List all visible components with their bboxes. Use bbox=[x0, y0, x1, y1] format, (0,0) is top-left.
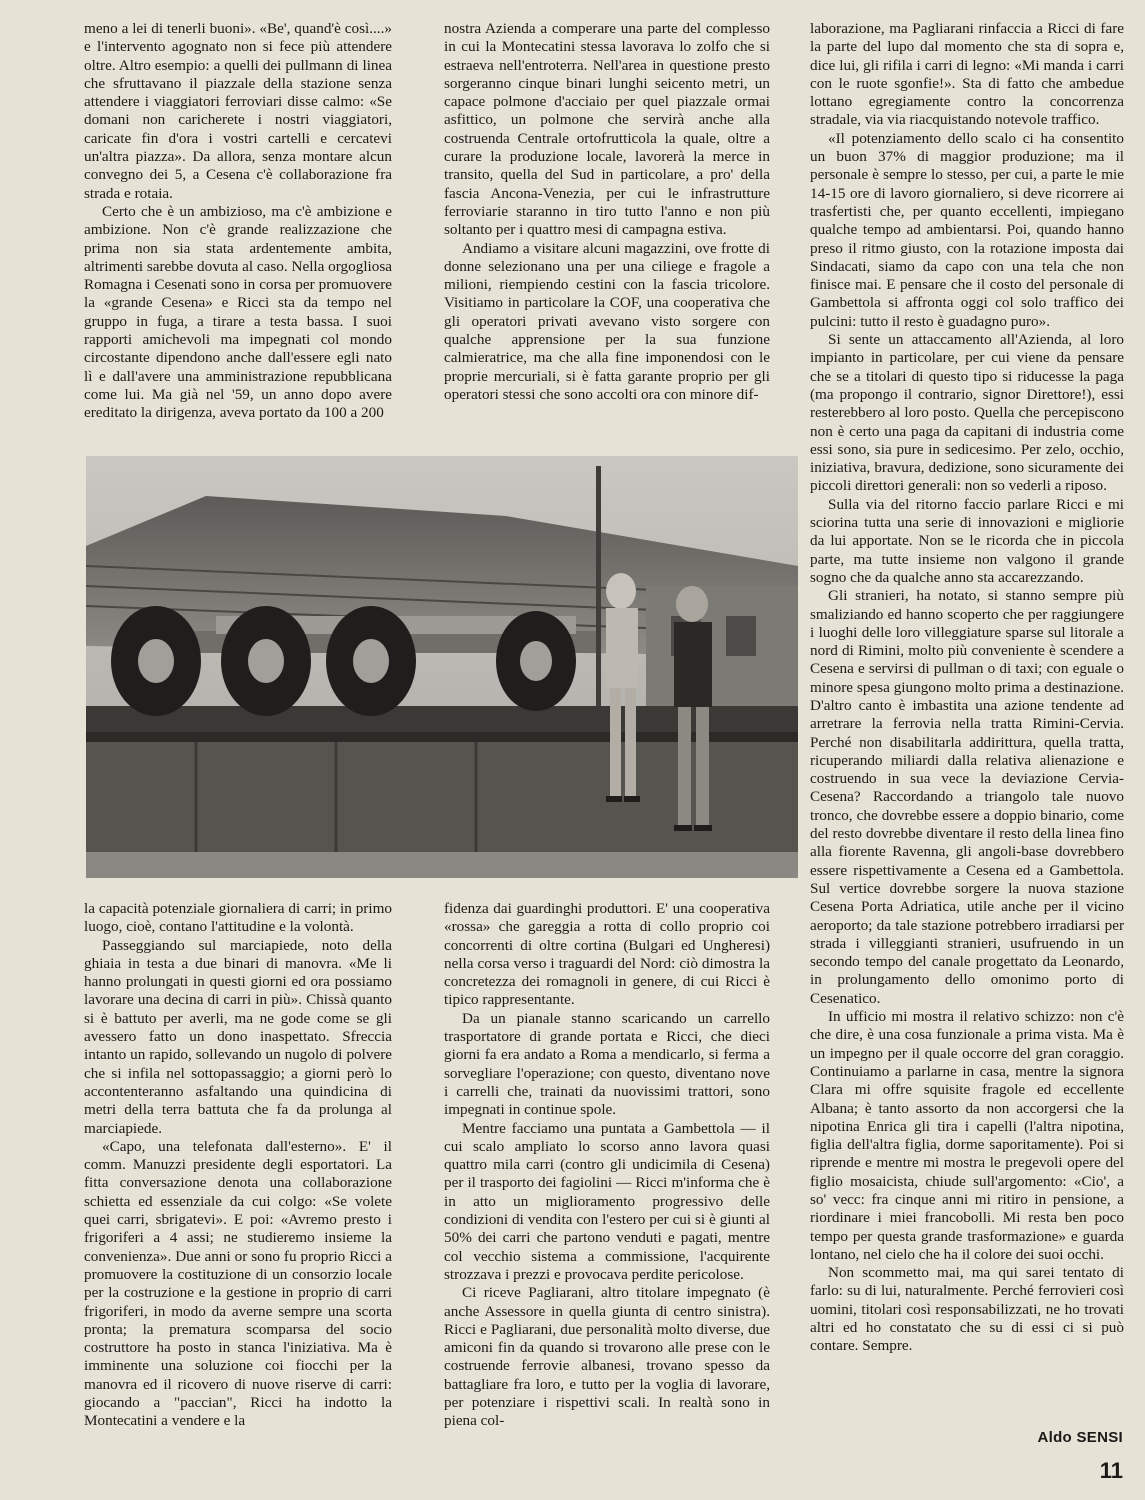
paragraph: Ci riceve Pagliarani, altro titolare impegnato (è anche Assessore in quella giunta di centro sinistra). Ricci e Pagliarani, due personalità molto diverse, due amiconi fin da quando si trovarono alle prese con le costruende ferrovie albanesi, trovano spesso da battagliare fra loro, e tutto per la voglia di lavorare, per potenziare i rispettivi scali. In realtà sono in piena col- bbox=[444, 1284, 770, 1430]
text-column-2 bbox=[444, 20, 770, 430]
text-column-5 bbox=[444, 900, 770, 1460]
paragraph: Passeggiando sul marciapiede, noto della ghiaia in testa a due binari di manovra. «Me li hanno prolungati in questi giorni ed ora possiamo lavorare una decina di carri in più». Chissà quanto si è battuto per averli, ma ne gode come se gli avessero fatto un dono inaspettato. Sfreccia intanto un rapido, sollevando un nugolo di polvere che si infila nel sottopassaggio; a giorni però lo accontenteranno asfaltando una quindicina di metri della terra battuta che fa da prolunga al marciapiede. bbox=[84, 936, 392, 1137]
text-column-1 bbox=[84, 20, 392, 430]
paragraph: «Capo, una telefonata dall'esterno». E' il comm. Manuzzi presidente degli esportatori. La fitta conversazione denota una collaborazione schietta ed essenziale da cui colgo: «Se volete quei carri, sbrigatevi». E poi: «Avremo presto i frigoriferi a 4 assi; ne studieremo insieme la convenienza». Due anni or sono fu proprio Ricci a promuovere la costituzione di un consorzio locale per la costruzione e la gestione in proprio di carri frigoriferi, in modo da averne sempre una scorta pronta; la prematura scomparsa del socio costruttore ha posto in stanca l'iniziativa. Ma è imminente una soluzione coi fiocchi per la manovra ed il ricovero di nuove riserve di carri: giocando a "paccian", Ricci ha indotto la Montecatini a vendere e la bbox=[84, 1137, 392, 1430]
paragraph: Andiamo a visitare alcuni magazzini, ove frotte di donne selezionano una per una ciliege e fragole a milioni, riempiendo cestini con la fascia tricolore. Visitiamo in particolare la COF, una cooperativa che gli operatori privati avevano visto sorgere con qualche apprensione per la sua funzione calmieratrice, ma che alla fine imponendosi con le proprie mercuriali, si è fatta garante proprio per gli operatori stessi che sono accolti ora con minore dif- bbox=[444, 239, 770, 403]
text-column-3 bbox=[810, 20, 1124, 1420]
paragraph: la capacità potenziale giornaliera di carri; in primo luogo, cioè, contano l'attitudine e la volontà. bbox=[84, 900, 392, 936]
photograph bbox=[86, 456, 798, 878]
paragraph: In ufficio mi mostra il relativo schizzo: non c'è che dire, è una cosa funzionale a prima vista. Ma è un impegno per il quale occorre del gran coraggio. Continuiamo a parlarne in casa, mentre la signora Clara mi offre squisite fragole ed eccellente Albana; è tanto assorto da non accorgersi che la nipotina Enrica gli tira i capelli (l'altra nipotina, figlia dell'altra figlia, dorme saporitamente). Poi si riprende e mentre mi mostra le pregevoli opere del figlio mosaicista, chiude sull'argomento: «Cio', a so' vecc: fra cinque anni mi ritiro in pensione, a riordinare i miei francobolli. Mi resta ben poco tempo per questa grande trasformazione» e guarda lontano, nel cielo che ha il colore dei suoi occhi. bbox=[810, 1008, 1124, 1263]
paragraph: Non scommetto mai, ma qui sarei tentato di farlo: su di lui, naturalmente. Perché ferrovieri così uomini, titolari così responsabilizzati, ne ho trovati altri ed ho constatato che su di essi ci si può contare. Sempre. bbox=[810, 1264, 1124, 1355]
paragraph: Certo che è un ambizioso, ma c'è ambizione e ambizione. Non c'è grande realizzazione che prima non sia stata ardentemente ambita, altrimenti sarebbe dovuta al caso. Nella orgogliosa Romagna i Cesenati sono in corsa per promuovere la «grande Cesena» e Ricci sta da tempo nel gruppo in fuga, a tirare a testa bassa. I suoi rapporti amichevoli ma impegnati col mondo circostante dipendono anche dall'essere egli nato lì e dall'avere una amministrazione repubblicana come lui. Ma già nel '59, un anno dopo avere ereditato la dirigenza, aveva portato da 100 a 200 bbox=[84, 202, 392, 422]
paragraph: Gli stranieri, ha notato, si stanno sempre più smaliziando ed hanno scoperto che per raggiungere i luoghi delle loro villeggiature sparse sul litorale a nord di Rimini, molto più conveniente è scendere a Cesena e servirsi di pullman o di taxi; con eguale o minore spesa giungono molto prima a destinazione. D'altro canto è imbastita una azione tendente ad arretrare la ferrovia nella tratta Rimini-Cervia. Perché non disabilitarla addirittura, quella tratta, ricuperando miliardi dalla relativa alienazione e costruendo in sua vece la deviazione Cervia-Cesena? Raccordando a triangolo tale nuovo tronco, che dovrebbe essere a doppio binario, come del resto dovrebbe diventare il resto della linea fino alla fiorente Ravenna, gli angoli-base dovrebbero essere rispettivamente a Cesena ed a Gambettola. Sul vertice dovrebbe sorgere la nuova stazione Cesena Porta Adriatica, utile anche per il vicino aeroporto; da tale stazione potrebbero irradiarsi per strada i villeggianti stranieri, usufruendo in un secondo tempo del canale progettato da Leonardo, in prolungamento dello omonimo porto di Cesenatico. bbox=[810, 587, 1124, 1007]
author-signature: Aldo SENSI bbox=[1037, 1429, 1123, 1446]
paragraph: Mentre facciamo una puntata a Gambettola — il cui scalo ampliato lo scorso anno lavora quasi quattro mila carri (contro gli undicimila di Cesena) per il trasporto dei fagiolini — Ricci m'informa che è in atto un miglioramento progressivo delle condizioni di vendita con l'estero per cui si è giunti al 50% dei carri che partono venduti e pagati, mentre col vecchio sistema a commissione, l'acquirente strozzava i prezzi e provocava perdite pericolose. bbox=[444, 1119, 770, 1283]
paragraph: Si sente un attaccamento all'Azienda, al loro impianto in particolare, per cui viene da pensare che se a titolari di questo tipo si riducesse la paga (ma propongo il contrario, signor Direttore!), essi resterebbero al loro posto. Quella che percepiscono non è certo una paga da capitani di industria come essi sono, sia pure in sedicesimo. Per zelo, occhio, iniziativa, bravura, dedizione, sono sicuramente dei piccoli direttori generali: non so vederli a riposo. bbox=[810, 331, 1124, 495]
page-number: 11 bbox=[1099, 1458, 1123, 1483]
paragraph: Da un pianale stanno scaricando un carrello trasportatore di grande portata e Ricci, che dieci giorni fa era andato a Roma a mendicarlo, si ferma a sorvegliare l'operazione; con questo, diventano nove i carrelli che, trainati da nuovissimi trattori, sono impegnati in continue spole. bbox=[444, 1009, 770, 1119]
paragraph: laborazione, ma Pagliarani rinfaccia a Ricci di fare la parte del lupo dal momento che sta di sopra e, dice lui, gli rifila i carri di legno: «Mi manda i carri con le ruote sgonfie!». Sta di fatto che ambedue lottano egregiamente contro la concorrenza stradale, via via riacquistando notevole traffico. bbox=[810, 20, 1124, 129]
paragraph: «Il potenziamento dello scalo ci ha consentito un buon 37% di maggior produzione; ma il personale è sempre lo stesso, per cui, a parte le mie 14-15 ore di lavoro giornaliero, si deve ricorrere ai trasfertisti che, per quanto eccellenti, impiegano qualche tempo ad ambientarsi. Poi, quando hanno preso il ritmo giusto, con la rotazione imposta dai Sindacati, siamo da capo con una tela che non finisce mai. E pensare che il costo del personale di Gambettola si affronta oggi col solo traffico dei pulcini: tutto il resto è guadagno puro». bbox=[810, 129, 1124, 330]
paragraph: fidenza dai guardinghi produttori. E' una cooperativa «rossa» che gareggia a rotta di collo proprio coi concorrenti di oltre cortina (Bulgari ed Ungheresi) nella corsa verso i traguardi del Nord: ciò dimostra la concretezza dei romagnoli in genere, di cui Ricci è tipico rappresentante. bbox=[444, 900, 770, 1009]
paragraph: nostra Azienda a comperare una parte del complesso in cui la Montecatini stessa lavorava lo zolfo che si estraeva nell'entroterra. Nell'area in questione presto sorgeranno cinque binari lunghi seicento metri, un capace polmone d'acciaio per quel piazzale ormai asfittico, un polmone che servirà anche alla costruenda Centrale ortofrutticola la quale, oltre a curare la produzione locale, lavorerà la merce in transito, quella del Sud in particolare, a pro' della fascia Ancona-Venezia, per cui le infrastrutture ferroviarie staranno in tiro tutto l'anno e non più soltanto per i quattro mesi di campagna estiva. bbox=[444, 20, 770, 239]
paragraph: meno a lei di tenerli buoni». «Be', quand'è così....» e l'intervento agognato non si fece più attendere oltre. Altro esempio: a quelli dei pullmann di linea che sfruttavano il piazzale della stazione senza attendere i viaggiatori ferroviari disse calmo: «Se domani non caricherete i nostri viaggiatori, caricate fin d'ora i vostri cartelli e cercatevi un'altra piazza». Da allora, senza montare alcun convegno dei 5, a Cesena c'è collaborazione fra strada e rotaia. bbox=[84, 20, 392, 202]
paragraph: Sulla via del ritorno faccio parlare Ricci e mi sciorina tutta una serie di innovazioni e migliorie da lui apportate. Non se le ricorda che in piccola parte, ma tutte insieme non valgono il grande sogno che da qualche anno sta accarezzando. bbox=[810, 495, 1124, 586]
text-column-4 bbox=[84, 900, 392, 1460]
